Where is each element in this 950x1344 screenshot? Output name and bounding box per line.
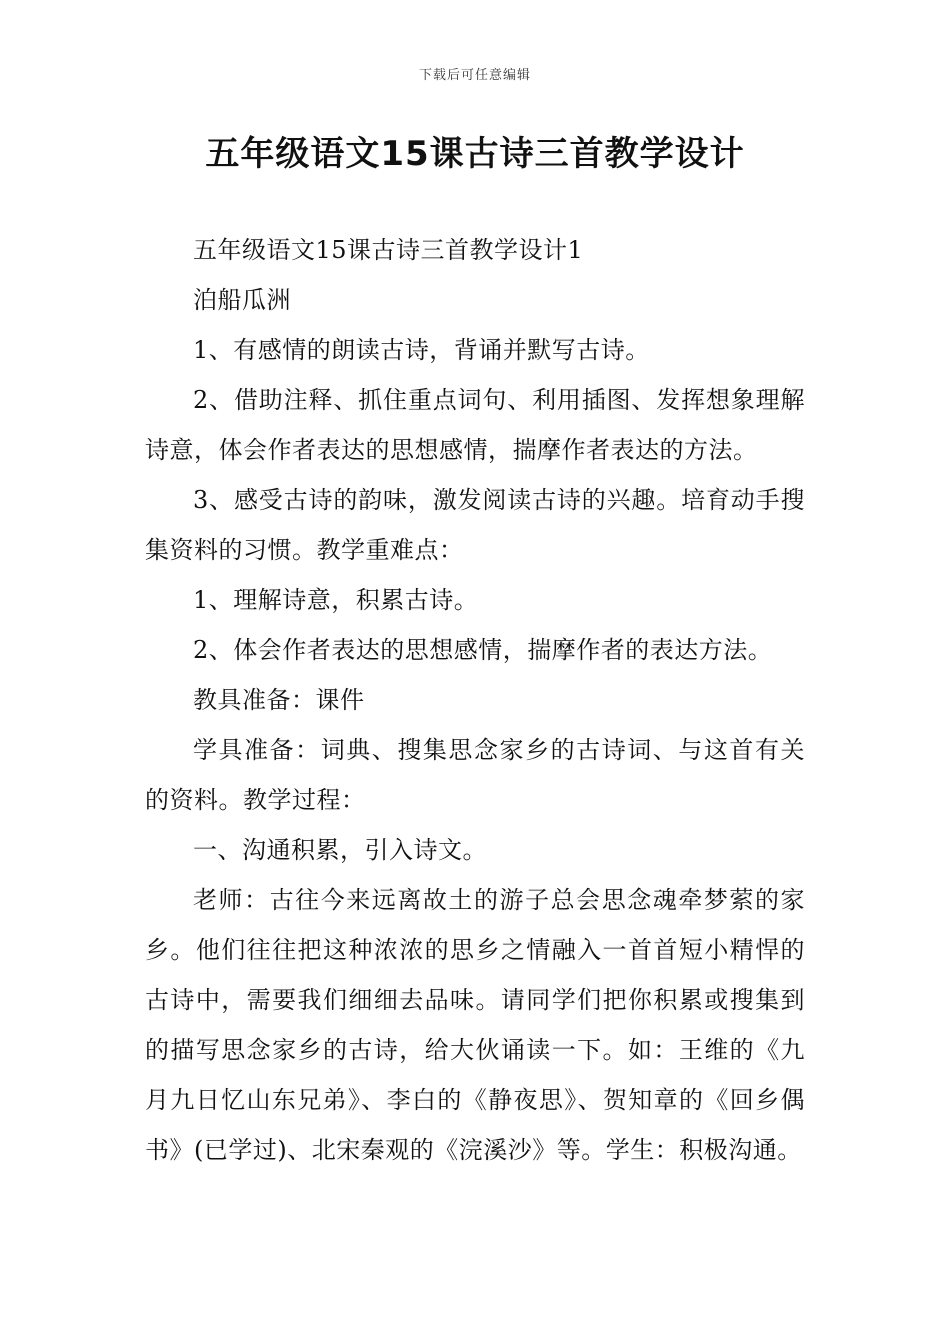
key-point-1: 1、理解诗意，积累古诗。 <box>193 586 479 614</box>
objective-3: 3、感受古诗的韵味，激发阅读古诗的兴趣。培育动手搜集资料的习惯。教学重难点： <box>145 486 805 564</box>
header-note: 下载后可任意编辑 <box>418 68 531 83</box>
teaching-aids: 教具准备：课件 <box>193 686 365 714</box>
objective-1: 1、有感情的朗读古诗，背诵并默写古诗。 <box>193 336 650 364</box>
process-step-1: 一、沟通积累，引入诗文。 <box>193 836 487 864</box>
student-materials: 学具准备：词典、搜集思念家乡的古诗词、与这首有关的资料。教学过程： <box>145 736 805 814</box>
objective-2: 2、借助注释、抓住重点词句、利用插图、发挥想象理解诗意，体会作者表达的思想感情，揣摩作者表达的方法。 <box>145 386 805 464</box>
section-heading: 五年级语文15课古诗三首教学设计1 <box>193 236 584 264</box>
poem-title: 泊船瓜洲 <box>193 286 291 314</box>
teacher-dialogue: 老师：古往今来远离故土的游子总会思念魂牵梦萦的家乡。他们往往把这种浓浓的思乡之情融入一首首短小精悍的古诗中，需要我们细细去品味。请同学们把你积累或搜集到的描写思念家乡的古诗，给大伙诵读一下。如：王维的《九月九日忆山东兄弟》、李白的《静夜思》、贺知章的《回乡偶书》(已学过)、北宋秦观的《浣溪沙》等。学生：积极沟通。 <box>145 886 805 1164</box>
key-point-2: 2、体会作者表达的思想感情，揣摩作者的表达方法。 <box>193 636 773 664</box>
page-title: 五年级语文15课古诗三首教学设计 <box>205 134 745 174</box>
document-body <box>145 225 805 1175</box>
